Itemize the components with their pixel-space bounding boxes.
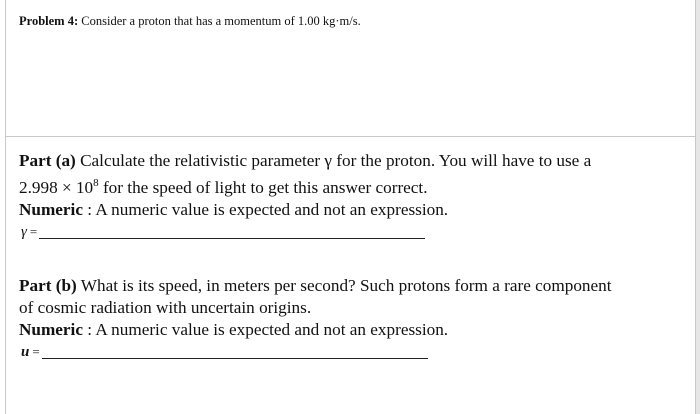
part-b-answer-row	[19, 341, 669, 363]
part-b-label: Part (b)	[19, 276, 77, 295]
equals-sign: =	[29, 224, 38, 239]
part-a-numeric-hint	[19, 199, 669, 221]
part-b-question-line1	[19, 275, 669, 297]
speed-of-light-exponent: 8	[93, 177, 99, 189]
part-a-answer-row	[19, 221, 669, 243]
numeric-hint-text: : A numeric value is expected and not an expression.	[87, 320, 449, 339]
numeric-label: Numeric	[19, 320, 83, 339]
gamma-answer-field[interactable]	[39, 224, 425, 239]
part-b-text: What is its speed, in meters per second? Such protons form a rare component	[80, 276, 612, 295]
parts-card	[5, 136, 696, 414]
equals-sign: =	[32, 344, 40, 359]
gamma-symbol: γ	[21, 224, 27, 240]
part-a	[19, 150, 669, 243]
problem-label: Problem 4:	[19, 14, 79, 28]
u-symbol: u	[21, 344, 30, 360]
part-b-question-line2: of cosmic radiation with uncertain origins.	[19, 298, 312, 317]
scroll-edge	[696, 0, 700, 414]
part-a-label: Part (a)	[19, 151, 76, 170]
part-a-text: Calculate the relativistic parameter γ for the proton. You will have to use a	[80, 151, 592, 170]
numeric-hint-text: : A numeric value is expected and not an expression.	[87, 200, 449, 219]
part-a-text-cont: for the speed of light to get this answer correct.	[98, 178, 428, 197]
speed-answer-field[interactable]	[42, 344, 428, 359]
problem-text: Consider a proton that has a momentum of 1.00 kg·m/s.	[81, 14, 361, 28]
problem-statement	[19, 14, 361, 29]
part-b-numeric-hint	[19, 319, 669, 341]
numeric-label: Numeric	[19, 200, 83, 219]
part-a-question-line2	[19, 172, 669, 199]
speed-of-light-mantissa: 2.998 × 10	[19, 178, 94, 197]
part-a-question-line1	[19, 150, 669, 172]
part-b	[19, 275, 669, 363]
problem-card	[5, 0, 696, 137]
